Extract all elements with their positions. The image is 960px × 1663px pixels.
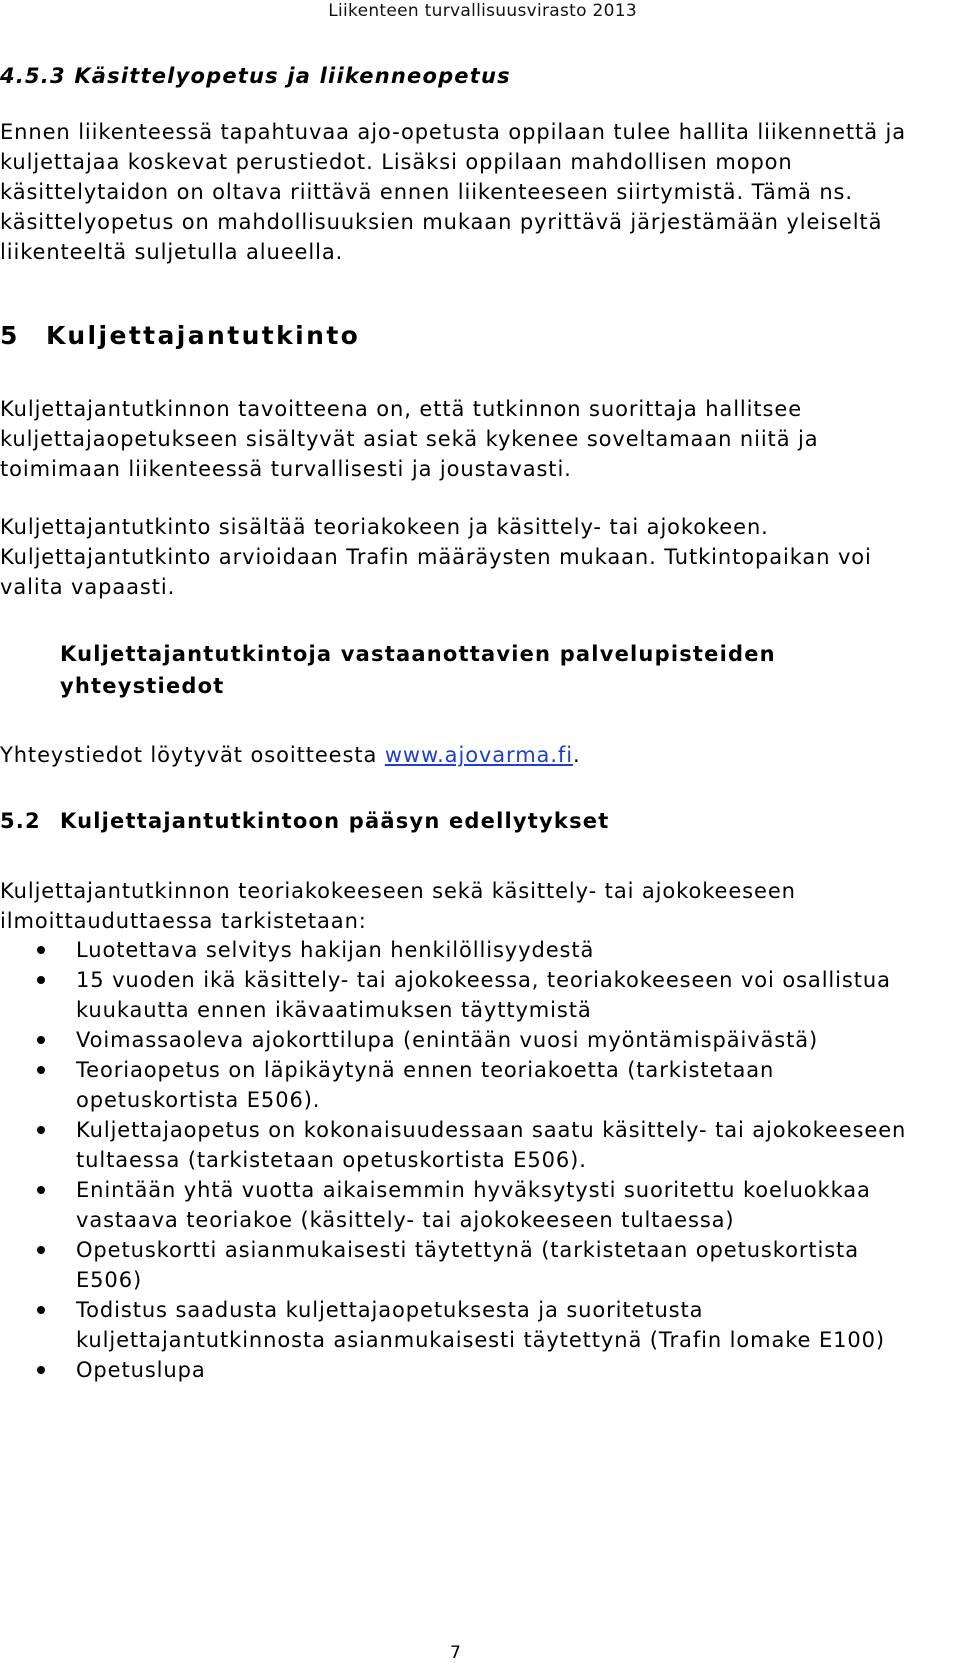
- contact-text-end: .: [572, 743, 581, 767]
- section-number: 5.2: [0, 809, 41, 833]
- running-header: Liikenteen turvallisuusvirasto 2013: [328, 1, 637, 21]
- section-5-1-paragraph: [0, 740, 920, 770]
- section-4-5-3-heading: [0, 60, 511, 92]
- list-item: Enintään yhtä vuotta aikaisemmin hyväksytysti suoritettu koeluokkaa vastaava teoriakoe (käsittely- tai ajokokeeseen tultaessa): [0, 1175, 920, 1235]
- section-number: 5: [0, 321, 20, 350]
- bullet-icon: [37, 1126, 45, 1134]
- section-title: Kuljettajantutkinto: [46, 321, 361, 350]
- section-5-2-intro: Kuljettajantutkinnon teoriakokeeseen sekä käsittely- tai ajokokeeseen ilmoittauduttaessa tarkistetaan:: [0, 879, 796, 933]
- section-title: Kuljettajantutkintoon pääsyn edellytykset: [60, 809, 610, 833]
- list-item: Opetuskortti asianmukaisesti täytettynä (tarkistetaan opetuskortista E506): [0, 1235, 920, 1295]
- section-title: Kuljettajantutkintoja vastaanottavien palvelupisteiden yhteystiedot: [60, 642, 776, 698]
- contact-text: Yhteystiedot löytyvät osoitteesta: [0, 743, 385, 767]
- bullet-icon: [37, 1066, 45, 1074]
- bullet-icon: [37, 976, 45, 984]
- list-item: Kuljettajaopetus on kokonaisuudessaan saatu käsittely- tai ajokokeeseen tultaessa (tarkistetaan opetuskortista E506).: [0, 1115, 920, 1175]
- bullet-icon: [37, 1366, 45, 1374]
- requirements-list: [0, 935, 920, 1385]
- list-item: 15 vuoden ikä käsittely- tai ajokokeessa, teoriakokeeseen voi osallistua kuukautta ennen ikävaatimuksen täyttymistä: [0, 965, 920, 1025]
- section-title: Käsittelyopetus ja liikenneopetus: [74, 64, 511, 88]
- section-5-2-heading: [0, 805, 609, 837]
- bullet-icon: [37, 1246, 45, 1254]
- bullet-icon: [37, 1306, 45, 1314]
- section-5-1-heading: [0, 638, 920, 702]
- list-item: Voimassaoleva ajokorttilupa (enintään vuosi myöntämispäivästä): [0, 1025, 920, 1055]
- list-item: Teoriaopetus on läpikäytynä ennen teoriakoetta (tarkistetaan opetuskortista E506).: [0, 1055, 920, 1115]
- bullet-icon: [37, 1036, 45, 1044]
- section-4-5-3-paragraph: Ennen liikenteessä tapahtuvaa ajo-opetusta oppilaan tulee hallita liikennettä ja kuljettajaa koskevat perustiedot. Lisäksi oppilaan mahdollisen mopon käsittelytaidon on oltava riittävä ennen liikenteeseen siirtymistä. Tämä ns. käsittelyopetus on mahdollisuuksien mukaan pyrittävä järjestämään yleiseltä liikenteeltä suljetulla alueella.: [0, 120, 907, 264]
- section-5-heading: [0, 320, 360, 352]
- ajovarma-link[interactable]: www.ajovarma.fi: [384, 743, 573, 767]
- section-5-paragraph-2: Kuljettajantutkinto sisältää teoriakokeen ja käsittely- tai ajokokeen. Kuljettajantutkinto arvioidaan Trafin määräysten mukaan. Tutkintopaikan voi valita vapaasti.: [0, 515, 872, 599]
- section-number: 4.5.3: [0, 64, 66, 88]
- section-number: [0, 638, 60, 670]
- bullet-icon: [37, 946, 45, 954]
- bullet-icon: [37, 1186, 45, 1194]
- list-item: Todistus saadusta kuljettajaopetuksesta ja suoritetusta kuljettajantutkinnosta asianmukaisesti täytettynä (Trafin lomake E100): [0, 1295, 920, 1355]
- list-item: Luotettava selvitys hakijan henkilöllisyydestä: [0, 935, 920, 965]
- page-number: 7: [450, 1643, 461, 1663]
- list-item: Opetuslupa: [0, 1355, 920, 1385]
- section-5-paragraph-1: Kuljettajantutkinnon tavoitteena on, että tutkinnon suorittaja hallitsee kuljettajaopetukseen sisältyvät asiat sekä kykenee soveltamaan niitä ja toimimaan liikenteessä turvallisesti ja joustavasti.: [0, 397, 819, 481]
